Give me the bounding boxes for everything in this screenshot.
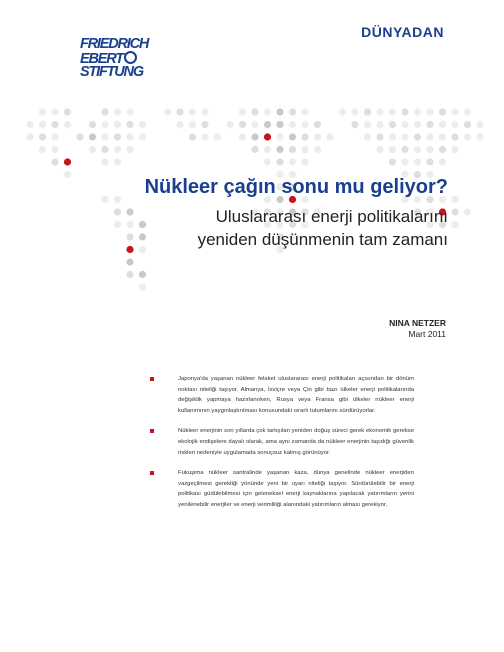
- map-dot: [51, 108, 58, 115]
- map-dot: [276, 108, 283, 115]
- map-dot: [39, 146, 46, 153]
- map-dot: [64, 121, 71, 128]
- map-dot: [114, 121, 121, 128]
- subtitle-line-1: Uluslararası enerji politikalarını: [215, 207, 448, 226]
- author-name: NINA NETZER: [389, 318, 446, 328]
- logo-line-1: FRIEDRICH: [80, 36, 149, 52]
- map-dot: [126, 208, 133, 215]
- map-dot: [376, 146, 383, 153]
- map-dot: [301, 146, 308, 153]
- map-dot: [264, 121, 271, 128]
- map-dot: [439, 108, 446, 115]
- map-dot: [439, 133, 446, 140]
- map-dot: [426, 121, 433, 128]
- map-dot: [264, 158, 271, 165]
- map-dot: [314, 133, 321, 140]
- map-dot: [189, 133, 196, 140]
- map-dot: [214, 133, 221, 140]
- map-dot: [376, 133, 383, 140]
- map-dot: [289, 121, 296, 128]
- map-dot: [439, 146, 446, 153]
- map-dot: [301, 121, 308, 128]
- map-dot: [139, 233, 146, 240]
- subtitle-line-2: yeniden düşünmenin tam zamanı: [197, 230, 448, 249]
- map-dot-highlight: [64, 158, 71, 165]
- map-dot: [301, 108, 308, 115]
- bullet-square-icon: [150, 377, 154, 381]
- map-dot: [464, 108, 471, 115]
- logo-line-2-text: EBERT: [80, 51, 123, 67]
- map-dot: [139, 221, 146, 228]
- series-tag: DÜNYADAN: [361, 24, 444, 40]
- document-subtitle: [198, 205, 448, 251]
- map-dot: [139, 283, 146, 290]
- map-dot: [89, 133, 96, 140]
- map-dot: [126, 271, 133, 278]
- map-dot: [401, 158, 408, 165]
- map-dot: [126, 146, 133, 153]
- map-dot: [451, 221, 458, 228]
- map-dot: [101, 196, 108, 203]
- map-dot: [51, 121, 58, 128]
- map-dot: [414, 158, 421, 165]
- summary-text: Nükleer enerjinin son yıllarda çok tartışılan yeniden doğuş süreci gerek ekonomik gerekse ekolojik endişelere dayalı olarak, ama aynı zamanda da nükleer enerjinin taşıdığı güvenlik riskleri nedeniyle uygulamada sonuçsuz kalmış görünüyor.: [178, 428, 414, 456]
- map-dot: [39, 121, 46, 128]
- map-dot: [101, 146, 108, 153]
- map-dot: [289, 133, 296, 140]
- map-dot: [164, 108, 171, 115]
- map-dot: [389, 108, 396, 115]
- map-dot: [414, 108, 421, 115]
- map-dot: [414, 146, 421, 153]
- map-dot-highlight: [126, 246, 133, 253]
- map-dot: [476, 133, 483, 140]
- map-dot: [201, 108, 208, 115]
- publication-date: Mart 2011: [408, 329, 446, 339]
- map-dot: [114, 208, 121, 215]
- bullet-square-icon: [150, 429, 154, 433]
- map-dot: [289, 158, 296, 165]
- summary-text: Fukuşima nükleer santralinde yaşanan kaza, dünya genelinde nükleer enerjiden vazgeçilmesi gerektiği yönünde yeni bir uyarı niteliği taşıyor. Sürdürülebilir bir enerji politikası güdülebilmesi için geleneksel enerji kaynaklarına yapılacak yatırımların yerini yenilenebilir enerjiler ve enerji verimliliği alanındaki yatırımların alması gerekiyor.: [178, 470, 414, 508]
- map-dot: [89, 121, 96, 128]
- map-dot: [451, 208, 458, 215]
- map-dot: [289, 146, 296, 153]
- map-dot: [464, 133, 471, 140]
- map-dot: [126, 108, 133, 115]
- map-dot: [251, 108, 258, 115]
- map-dot: [126, 233, 133, 240]
- map-dot: [239, 108, 246, 115]
- map-dot: [401, 108, 408, 115]
- map-dot: [376, 108, 383, 115]
- map-dot: [89, 146, 96, 153]
- document-title: Nükleer çağın sonu mu geliyor?: [144, 176, 448, 198]
- map-dot: [389, 146, 396, 153]
- map-dot: [114, 158, 121, 165]
- map-dot: [264, 146, 271, 153]
- map-dot: [464, 208, 471, 215]
- map-dot: [239, 121, 246, 128]
- map-dot: [139, 121, 146, 128]
- map-dot: [414, 121, 421, 128]
- map-dot: [451, 146, 458, 153]
- map-dot: [201, 121, 208, 128]
- map-dot: [401, 133, 408, 140]
- map-dot: [276, 133, 283, 140]
- map-dot: [139, 133, 146, 140]
- map-dot: [314, 146, 321, 153]
- map-dot: [51, 158, 58, 165]
- map-dot: [101, 121, 108, 128]
- map-dot: [401, 146, 408, 153]
- map-dot-highlight: [264, 133, 271, 140]
- summary-item: [148, 468, 414, 510]
- map-dot: [251, 146, 258, 153]
- summary-list: [148, 374, 414, 521]
- map-dot: [426, 158, 433, 165]
- map-dot: [389, 121, 396, 128]
- map-dot: [139, 271, 146, 278]
- map-dot: [189, 108, 196, 115]
- map-dot: [276, 121, 283, 128]
- map-dot: [26, 133, 33, 140]
- map-dot: [364, 133, 371, 140]
- map-dot: [326, 133, 333, 140]
- summary-item: [148, 374, 414, 416]
- map-dot: [276, 146, 283, 153]
- map-dot: [76, 133, 83, 140]
- map-dot: [451, 108, 458, 115]
- map-dot: [139, 246, 146, 253]
- map-dot: [176, 108, 183, 115]
- map-dot: [39, 108, 46, 115]
- map-dot: [64, 108, 71, 115]
- map-dot: [114, 196, 121, 203]
- map-dot: [426, 108, 433, 115]
- map-dot: [251, 121, 258, 128]
- map-dot: [301, 133, 308, 140]
- map-dot: [101, 108, 108, 115]
- map-dot: [251, 133, 258, 140]
- summary-item: [148, 426, 414, 458]
- map-dot: [126, 133, 133, 140]
- map-dot: [201, 133, 208, 140]
- author-block: [389, 318, 446, 340]
- map-dot: [64, 171, 71, 178]
- map-dot: [439, 158, 446, 165]
- map-dot: [451, 121, 458, 128]
- map-dot: [126, 221, 133, 228]
- summary-text: Japonya'da yaşanan nükleer felaket uluslararası enerji politikaları açısından bir dönüm noktası niteliği taşıyor. Almanya, İsviçre veya Çin gibi bazı ülkeler enerji politikalarında değişiklik yapmaya hazırlanırken, Rusya veya Fransa gibi ülkeler nükleer enerji kullanımının yaygınlaştırılması konusundaki ısrarlı tutumlarını sürdürüyorlar.: [178, 376, 414, 414]
- map-dot: [464, 121, 471, 128]
- map-dot: [451, 133, 458, 140]
- map-dot: [101, 158, 108, 165]
- map-dot: [114, 221, 121, 228]
- map-dot: [401, 121, 408, 128]
- map-dot: [414, 133, 421, 140]
- map-dot: [426, 133, 433, 140]
- map-dot: [239, 133, 246, 140]
- map-dot: [264, 108, 271, 115]
- map-dot: [389, 133, 396, 140]
- map-dot: [339, 108, 346, 115]
- map-dot: [114, 146, 121, 153]
- map-dot: [289, 108, 296, 115]
- map-dot: [439, 121, 446, 128]
- bullet-square-icon: [150, 471, 154, 475]
- logo-line-3: STIFTUNG: [80, 64, 143, 80]
- map-dot: [39, 133, 46, 140]
- map-dot: [189, 121, 196, 128]
- map-dot: [476, 121, 483, 128]
- map-dot: [226, 121, 233, 128]
- map-dot: [426, 146, 433, 153]
- map-dot: [51, 146, 58, 153]
- map-dot: [314, 121, 321, 128]
- map-dot: [301, 158, 308, 165]
- map-dot: [114, 108, 121, 115]
- map-dot: [26, 121, 33, 128]
- map-dot: [364, 108, 371, 115]
- map-dot: [51, 133, 58, 140]
- map-dot: [364, 121, 371, 128]
- map-dot: [451, 196, 458, 203]
- map-dot: [176, 121, 183, 128]
- map-dot: [101, 133, 108, 140]
- map-dot: [389, 158, 396, 165]
- map-dot: [126, 258, 133, 265]
- map-dot: [351, 108, 358, 115]
- map-dot: [276, 158, 283, 165]
- map-dot: [114, 133, 121, 140]
- map-dot: [351, 121, 358, 128]
- map-dot: [126, 121, 133, 128]
- map-dot: [376, 121, 383, 128]
